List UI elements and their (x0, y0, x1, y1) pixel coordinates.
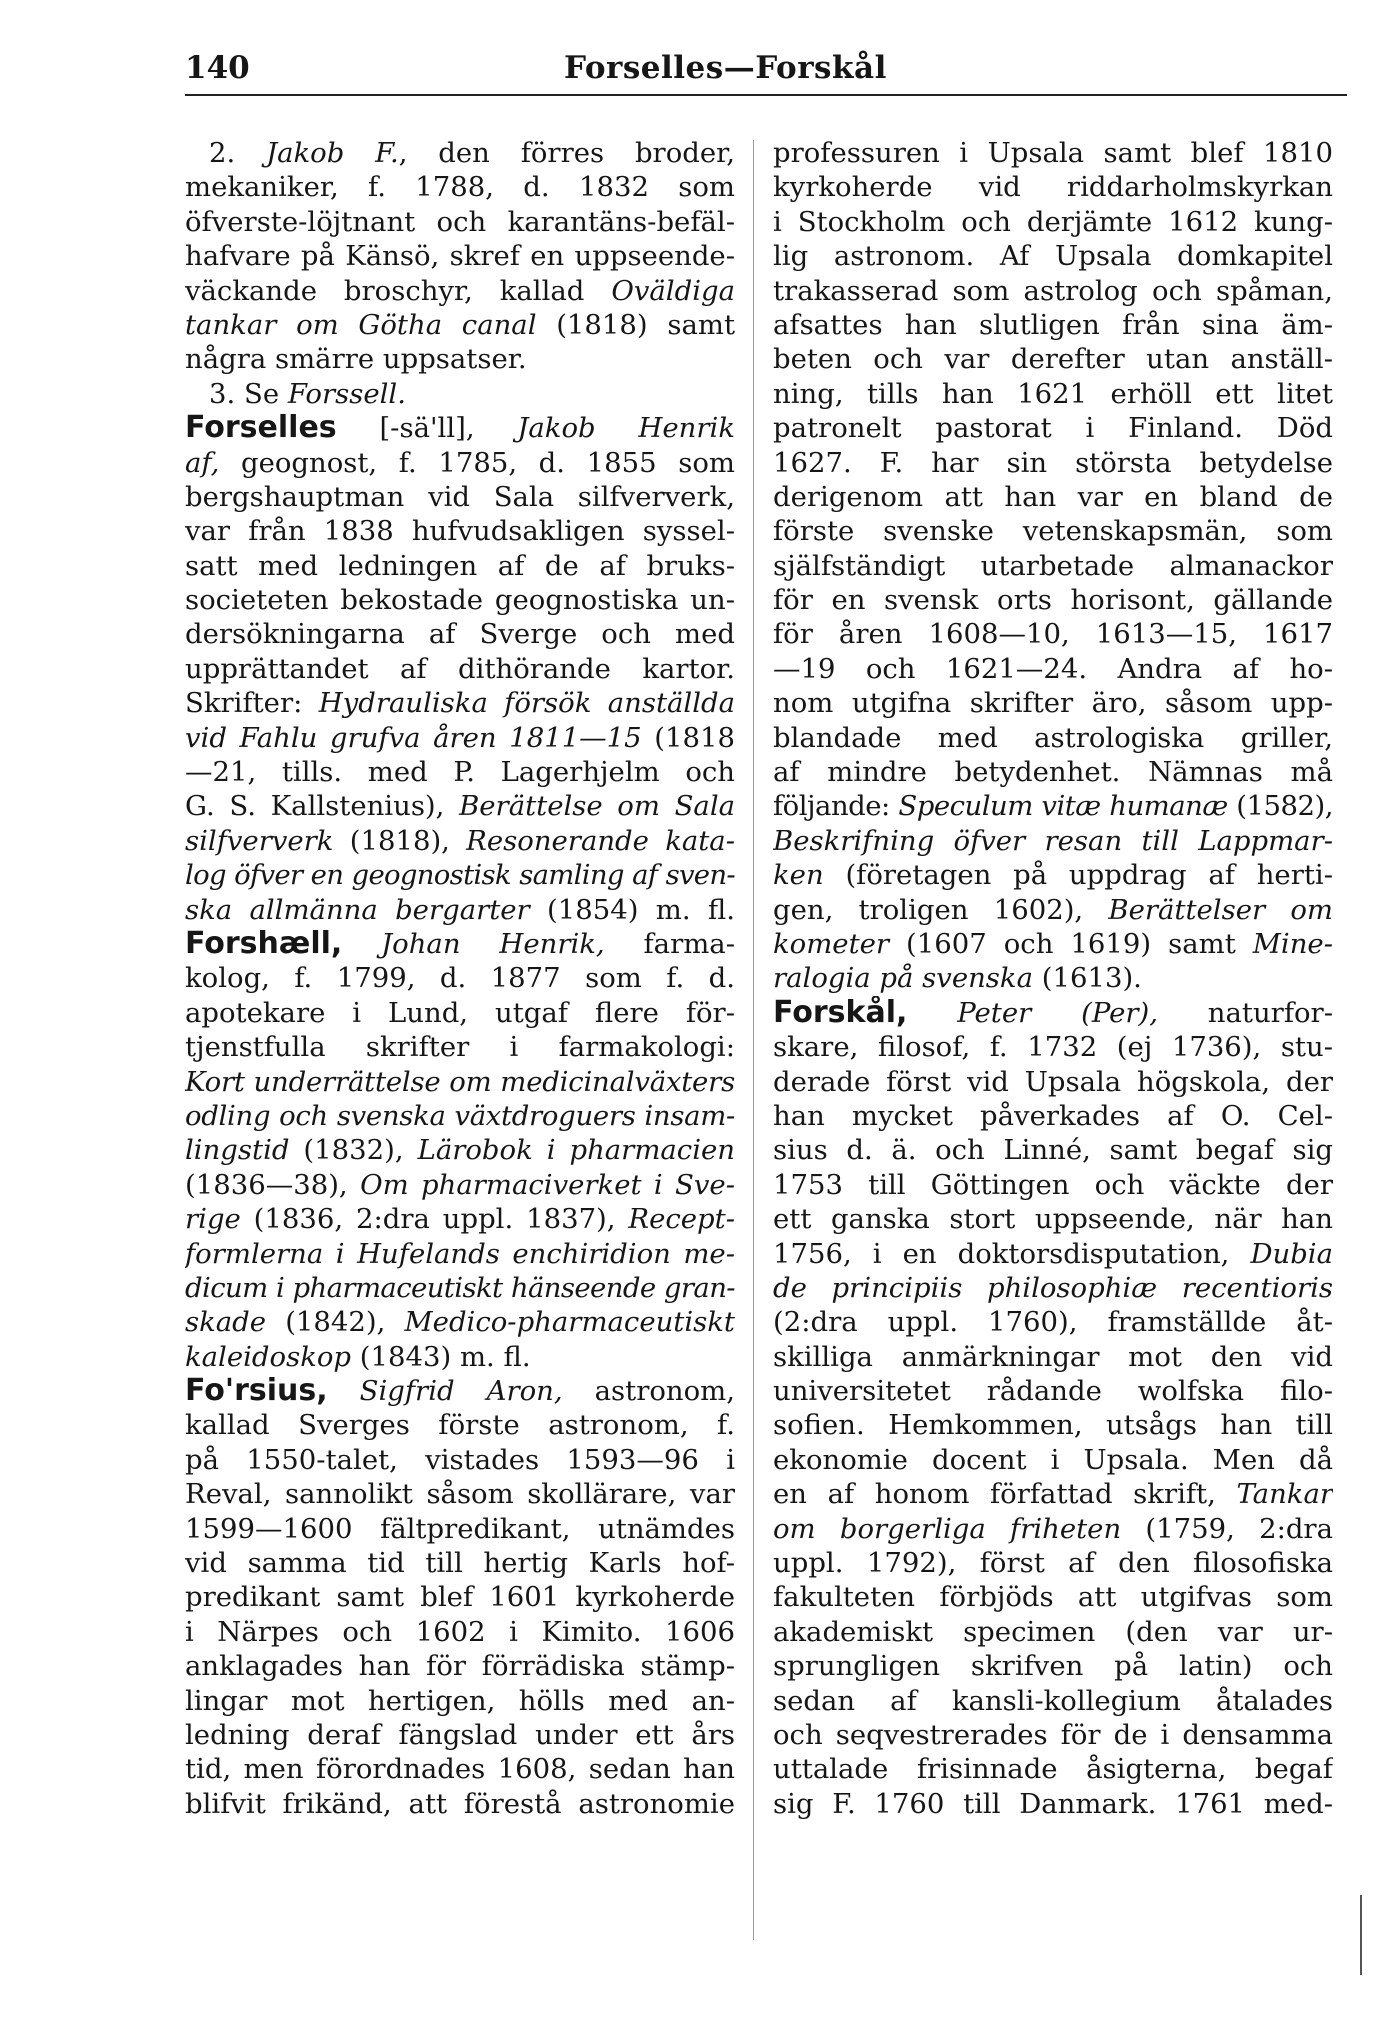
text-line: —19 och 1621—24. Andra af ho- (773, 652, 1333, 685)
text-line: öfverste-löjtnant och karantäns-befäl- (185, 205, 735, 238)
text-line: formlerna i Hufelands enchiridion me- (185, 1237, 735, 1270)
text-line: af, geognost, f. 1785, d. 1855 som (185, 446, 735, 479)
text-line: sedan af kansli-kollegium åtalades (773, 1684, 1333, 1717)
text-line: Forskål, Peter (Per), naturfor- (773, 995, 1333, 1030)
text-line: blandade med astrologiska griller, (773, 721, 1333, 754)
text-line: beten och var derefter utan anställ- (773, 343, 1333, 376)
text-line: Skrifter: Hydrauliska försök anställda (185, 687, 735, 720)
text-line: derigenom att han var en bland de (773, 480, 1333, 513)
text-line: 3. Se Forssell. (209, 377, 406, 410)
text-line: Kort underrättelse om medicinalväxters (185, 1065, 735, 1098)
text-line: lig astronom. Af Upsala domkapitel (773, 240, 1333, 273)
text-line: 1753 till Göttingen och väckte der (773, 1168, 1333, 1201)
headword: Forshæll, (185, 926, 343, 961)
text-line: själfständigt utarbetade almanackor (773, 549, 1333, 582)
text-line: uppl. 1792), först af den filosofiska (773, 1547, 1333, 1580)
entry-see-reference (185, 377, 735, 411)
text-line: sprungligen skrifven på latin) och (773, 1650, 1333, 1683)
text-line: tid, men förordnades 1608, sedan han (185, 1753, 735, 1786)
text-line: Beskrifning öfver resan till Lappmar- (773, 824, 1333, 857)
text-line: dicum i pharmaceutiskt hänseende gran- (185, 1271, 735, 1304)
column-separator (753, 140, 754, 1940)
text-line: 1627. F. har sin största betydelse (773, 446, 1333, 479)
text-line: predikant samt blef 1601 kyrkoherde (185, 1581, 735, 1614)
text-line: förste svenske vetenskapsmän, som (773, 515, 1333, 548)
text-line: gen, troligen 1602), Berättelser om (773, 893, 1333, 926)
text-line: societeten bekostade geognostiska un- (185, 584, 735, 617)
text-line: anklagades han för förrädiska stämp- (185, 1650, 735, 1683)
text-line: Reval, sannolikt såsom skollärare, var (185, 1478, 735, 1511)
text-line: följande: Speculum vitæ humanæ (1582), (773, 790, 1333, 823)
text-line: Forshæll, Johan Henrik, farma- (185, 926, 735, 961)
text-line: sius d. ä. och Linné, samt begaf sig (773, 1134, 1333, 1167)
text-line: skade (1842), Medico-pharmaceutiskt (185, 1306, 735, 1339)
text-line: blifvit frikänd, att förestå astronomie (185, 1787, 735, 1820)
text-line: patronelt pastorat i Finland. Död (773, 412, 1333, 445)
headword: Fo'rsius, (185, 1374, 328, 1409)
text-line: (1836—38), Om pharmaciverket i Sve- (185, 1168, 735, 1201)
text-line: rige (1836, 2:dra uppl. 1837), Recept- (185, 1203, 735, 1236)
text-line: trakasserad som astrolog och spåman, (773, 274, 1333, 307)
text-line: några smärre uppsatser. (185, 343, 527, 376)
text-line: var från 1838 hufvudsakligen syssel- (185, 515, 735, 548)
text-line: en af honom författad skrift, Tankar (773, 1478, 1333, 1511)
text-line: bergshauptman vid Sala silfververk, (185, 480, 735, 513)
text-line: professuren i Upsala samt blef 1810 (773, 137, 1333, 169)
text-line: akademiskt specimen (den var ur- (773, 1615, 1333, 1648)
text-line: de principiis philosophiæ recentioris (773, 1271, 1333, 1304)
text-line: dersökningarna af Sverge och med (185, 618, 735, 651)
text-line: kometer (1607 och 1619) samt Mine- (773, 927, 1333, 960)
text-line: skilliga anmärkningar mot den vid (773, 1340, 1333, 1373)
text-line: afsattes han slutligen från sina äm- (773, 308, 1333, 341)
text-line: vid samma tid till hertig Karls hof- (185, 1547, 735, 1580)
text-line: skare, filosof, f. 1732 (ej 1736), stu- (773, 1031, 1333, 1064)
text-line: på 1550-talet, vistades 1593—96 i (185, 1443, 735, 1476)
text-line: tankar om Götha canal (1818) samt (185, 308, 735, 341)
text-line: han mycket påverkades af O. Cel- (773, 1099, 1333, 1132)
text-line: log öfver en geognostisk samling af sven- (185, 859, 735, 892)
text-line: af mindre betydenhet. Nämnas må (773, 756, 1333, 789)
text-line: lingstid (1832), Lärobok i pharmacien (185, 1134, 735, 1167)
left-column (185, 136, 735, 1821)
page-number: 140 (185, 50, 250, 86)
text-line: Forselles [-sä'll], Jakob Henrik (185, 411, 735, 446)
text-line: kaleidoskop (1843) m. fl. (185, 1340, 531, 1373)
text-line: satt med ledningen af de af bruks- (185, 549, 735, 582)
text-line: lingar mot hertigen, hölls med an- (185, 1684, 735, 1717)
entry-jakob-forsell (185, 136, 735, 377)
text-line: ska allmänna bergarter (1854) m. fl. (185, 893, 735, 926)
text-line: G. S. Kallstenius), Berättelse om Sala (185, 790, 735, 823)
text-line: derade först vid Upsala högskola, der (773, 1065, 1333, 1098)
text-line: för åren 1608—10, 1613—15, 1617 (773, 618, 1333, 651)
text-line: fakulteten förbjöds att utgifvas som (773, 1581, 1333, 1614)
text-line: universitetet rådande wolfska filo- (773, 1375, 1333, 1408)
text-line: Fo'rsius, Sigfrid Aron, astronom, (185, 1374, 735, 1409)
header-rule (185, 94, 1347, 96)
text-line: apotekare i Lund, utgaf flere för- (185, 996, 735, 1029)
entry-forskal (773, 996, 1333, 1821)
text-line: silfververk (1818), Resonerande kata- (185, 824, 735, 857)
text-line: sofien. Hemkommen, utsågs han till (773, 1409, 1333, 1442)
text-line: sig F. 1760 till Danmark. 1761 med- (773, 1787, 1333, 1820)
text-line: kallad Sverges förste astronom, f. (185, 1409, 735, 1442)
text-line: 1599—1600 fältpredikant, utnämdes (185, 1512, 735, 1545)
text-line: 2. Jakob F., den förres broder, (209, 137, 735, 169)
headword: Forskål, (773, 995, 908, 1030)
text-line: väckande broschyr, kallad Oväldiga (185, 274, 735, 307)
text-line: i Stockholm och derjämte 1612 kung- (773, 205, 1333, 238)
text-line: ralogia på svenska (1613). (773, 962, 1142, 995)
text-line: och seqvestrerades för de i densamma (773, 1718, 1333, 1751)
entry-forsius (185, 1374, 735, 1821)
text-line: ekonomie docent i Upsala. Men då (773, 1443, 1333, 1476)
text-line: i Närpes och 1602 i Kimito. 1606 (185, 1615, 735, 1648)
text-line: mekaniker, f. 1788, d. 1832 som (185, 171, 735, 204)
text-line: kyrkoherde vid riddarholmskyrkan (773, 171, 1333, 204)
text-line: uttalade frisinnade åsigterna, begaf (773, 1753, 1333, 1786)
entry-forselles (185, 411, 735, 927)
text-line: vid Fahlu grufva åren 1811—15 (1818 (185, 721, 735, 754)
text-line: upprättandet af dithörande kartor. (185, 652, 735, 685)
text-line: ledning deraf fängslad under ett års (185, 1718, 735, 1751)
text-line: kolog, f. 1799, d. 1877 som f. d. (185, 962, 735, 995)
text-line: för en svensk orts horisont, gällande (773, 584, 1333, 617)
entry-forshaell (185, 927, 735, 1374)
headword: Forselles (185, 411, 337, 446)
running-head: Forselles—Forskål (564, 50, 887, 86)
text-line: ett ganska stort uppseende, när han (773, 1203, 1333, 1236)
text-line: nom utgifna skrifter äro, såsom upp- (773, 687, 1333, 720)
text-line: ning, tills han 1621 erhöll ett litet (773, 377, 1333, 410)
text-line: ken (företagen på uppdrag af herti- (773, 859, 1333, 892)
text-line: (2:dra uppl. 1760), framställde åt- (773, 1306, 1333, 1339)
entry-forsius-continued (773, 136, 1333, 996)
scan-edge-mark (1360, 1895, 1362, 1975)
text-line: hafvare på Känsö, skref en uppseende- (185, 240, 735, 273)
text-line: 1756, i en doktorsdisputation, Dubia (773, 1237, 1333, 1270)
right-column (773, 136, 1333, 1821)
text-line: tjenstfulla skrifter i farmakologi: (185, 1031, 735, 1064)
text-line: om borgerliga friheten (1759, 2:dra (773, 1512, 1333, 1545)
text-line: odling och svenska växtdroguers insam- (185, 1099, 735, 1132)
text-line: —21, tills. med P. Lagerhjelm och (185, 756, 735, 789)
